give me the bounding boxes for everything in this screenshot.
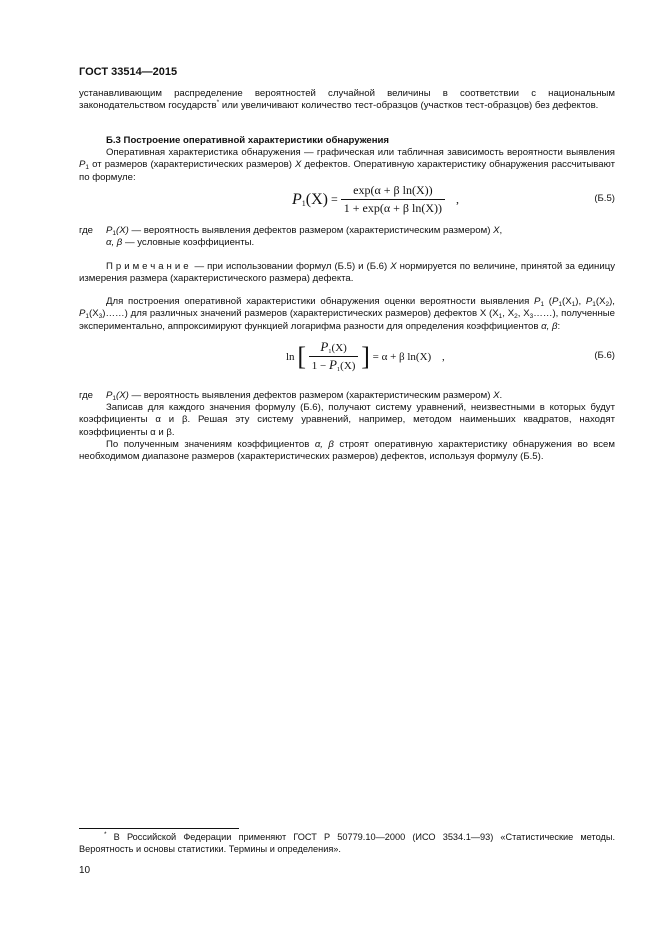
final-paragraph: По полученным значениям коэффициентов α, β строят оперативную характеристику обнаружения во всем необходимом диапазоне размеров (характеристических размеров) дефектов, используя формулу (Б.5). [79, 439, 615, 463]
page-number: 10 [79, 865, 91, 876]
note-paragraph: Примечание — при использовании формул (Б.5) и (Б.6) X нормируется по величине, принятой за единицу измерения размера (характеристического размера) дефекта. [79, 261, 615, 285]
system-paragraph: Записав для каждого значения формулу (Б.6), получают систему уравнений, неизвестными в которых будут коэффициенты α и β. Решая эту систему уравнений, например, методом наименьших квадратов, находят коэффициенты α и β. [79, 402, 615, 438]
build-paragraph: Для построения оперативной характеристики обнаружения оценки вероятности выявления $P_1$ ($P_1(X_1)$, $P_1(X_2)$, $P_1(X_3)\dots\dots$) для различных значений размеров (характеристических размеров) дефектов X ($X_1$, $X_2$, $X_3\dots\dots$), полученные экспериментально, аппроксимируют функцией логарифма разности для определения коэффициентов α, β: [79, 296, 616, 332]
where-block-2: где $P_1(X)$ — вероятность выявления дефектов размером (характеристическим размером) X. [79, 390, 503, 402]
section-title: Б.3 Построение оперативной характеристики обнаружения [106, 135, 390, 146]
footnote-divider [79, 828, 239, 829]
definition-paragraph: Оперативная характеристика обнаружения — графическая или табличная зависимость вероятности выявления $P_1$ от размеров (характеристических размеров) X дефектов. Оперативную характеристику обнаружения рассчитывают по формуле: [79, 147, 615, 183]
formula-b5-numerator: exp(α + β ln(X)) [341, 183, 445, 200]
formula-b5-denominator: 1 + exp(α + β ln(X)) [343, 201, 443, 215]
footnote: * В Российской Федерации применяют ГОСТ Р 50779.10—2000 (ИСО 3534.1—93) «Статистические методы. Вероятность и основы статистики. Термины и определения». [79, 831, 615, 854]
intro-paragraph: устанавливающим распределение вероятностей случайной величины в соответствии с национальным законодательством государств* или увеличивают количество тест-образцов (участков тест-образцов) без дефектов. [79, 88, 615, 112]
formula-b5-number: (Б.5) [594, 193, 615, 204]
formula-b6-numerator: $P_1(X)$ [309, 340, 359, 357]
formula-b6-number: (Б.6) [594, 350, 615, 361]
formula-b6: ln [ $\frac{P_1(X)}{1 - P_1(X)}$ ] = α + β ln(X) , [286, 339, 445, 373]
formula-b5: $P_1(X)$ = $\frac{\text{exp(α + β ln(X))}}{\text{1 + exp(α + β ln(X))}}$ , [292, 183, 460, 215]
formula-b6-denominator: $1 - P_1(X)$ [311, 357, 356, 373]
document-header: ГОСТ 33514—2015 [79, 66, 178, 78]
where-block-1: где $P_1(X)$ — вероятность выявления дефектов размером (характеристическим размером) X, α, β — условные коэффициенты. [79, 225, 503, 249]
